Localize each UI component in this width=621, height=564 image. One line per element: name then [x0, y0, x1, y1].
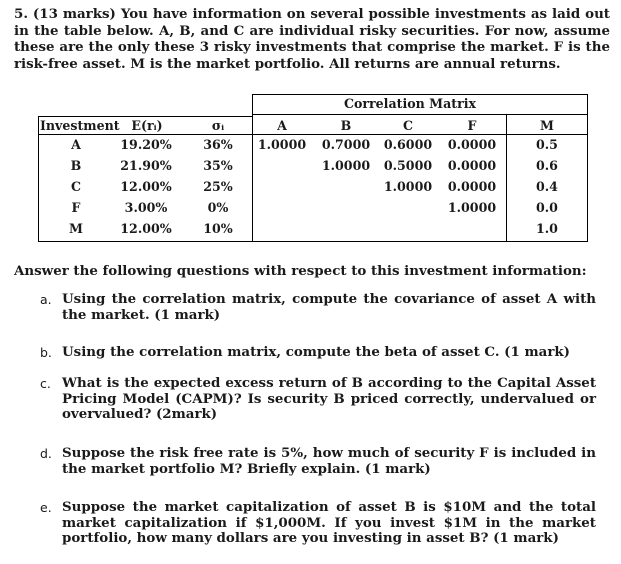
- question-text: Using the correlation matrix, compute the covariance of asset A with the market. (1 mark): [62, 291, 596, 323]
- f-m-divider: [506, 114, 507, 242]
- expected-return: 19.20%: [120, 137, 172, 152]
- corr-a: 1.0000: [257, 137, 307, 152]
- expected-return: 12.00%: [120, 221, 172, 236]
- std-dev: 36%: [203, 137, 233, 152]
- row-name: M: [69, 221, 83, 236]
- corr-c: 1.0000: [383, 179, 433, 194]
- question-letter: a.: [40, 292, 52, 307]
- column-header-investment: Investment: [40, 118, 120, 133]
- corr-m: 0.6: [536, 158, 558, 173]
- question-letter: e.: [40, 500, 52, 515]
- question-text: Suppose the risk free rate is 5%, how much of security F is included in the market portfolio M? Briefly explain. (1 mark): [62, 445, 596, 477]
- expected-return: 3.00%: [124, 200, 168, 215]
- column-header-m: M: [540, 118, 554, 133]
- question-letter: d.: [40, 446, 52, 461]
- row-name: F: [71, 200, 81, 215]
- std-dev: 25%: [203, 179, 233, 194]
- std-dev: 10%: [203, 221, 233, 236]
- question-c: [40, 376, 596, 423]
- header-divider-line: [252, 114, 588, 115]
- question-text: Using the correlation matrix, compute the beta of asset C. (1 mark): [62, 344, 571, 360]
- table-left-border: [38, 116, 39, 242]
- row-name: B: [70, 158, 82, 173]
- row-name: C: [70, 179, 82, 194]
- corr-f: 0.0000: [447, 137, 497, 152]
- table-top-border: [252, 94, 588, 95]
- column-header-expected-return: E(rᵢ): [131, 118, 163, 133]
- answer-instructions: Answer the following questions with respect to this investment information:: [14, 263, 587, 279]
- corr-b: 1.0000: [321, 158, 371, 173]
- table-right-border: [587, 94, 588, 242]
- row-name: A: [71, 137, 81, 152]
- corr-m: 1.0: [536, 221, 558, 236]
- column-header-sigma: σᵢ: [211, 118, 225, 133]
- std-dev: 0%: [207, 200, 229, 215]
- column-header-b: B: [340, 118, 352, 133]
- question-letter: c.: [40, 376, 51, 391]
- question-b: [40, 345, 596, 361]
- expected-return: 12.00%: [120, 179, 172, 194]
- column-header-c: C: [402, 118, 414, 133]
- corr-c: 0.5000: [383, 158, 433, 173]
- correlation-matrix-title: Correlation Matrix: [343, 96, 477, 111]
- question-e: [40, 500, 596, 547]
- stats-correlation-divider: [252, 94, 253, 242]
- corr-m: 0.4: [536, 179, 558, 194]
- corr-b: 0.7000: [321, 137, 371, 152]
- corr-m: 0.5: [536, 137, 558, 152]
- question-letter: b.: [40, 345, 52, 360]
- corr-f: 0.0000: [447, 179, 497, 194]
- expected-return: 21.90%: [120, 158, 172, 173]
- question-text: What is the expected excess return of B according to the Capital Asset Pricing Model (CAPM)? Is security B priced correctly, undervalued or overvalued? (2mark): [62, 375, 596, 423]
- column-header-a: A: [277, 118, 287, 133]
- corr-f: 1.0000: [447, 200, 497, 215]
- question-d: [40, 446, 596, 477]
- corr-f: 0.0000: [447, 158, 497, 173]
- corr-c: 0.6000: [383, 137, 433, 152]
- corr-m: 0.0: [536, 200, 558, 215]
- question-a: [40, 292, 596, 323]
- question-text: Suppose the market capitalization of asset B is $10M and the total market capitalization if $1,000M. If you invest $1M in the market portfolio, how many dollars are you investing in asset B? (1 mark): [62, 499, 596, 547]
- investment-header-top-border: [38, 116, 252, 117]
- investment-table: [38, 94, 588, 242]
- column-header-f: F: [467, 118, 477, 133]
- question-intro: 5. (13 marks) You have information on several possible investments as laid out in the table below. A, B, and C are individual risky securities. For now, assume these are the only these 3 risky investments that comprise the market. F is the risk-free asset. M is the market portfolio. All returns are annual returns.: [14, 6, 610, 72]
- std-dev: 35%: [203, 158, 233, 173]
